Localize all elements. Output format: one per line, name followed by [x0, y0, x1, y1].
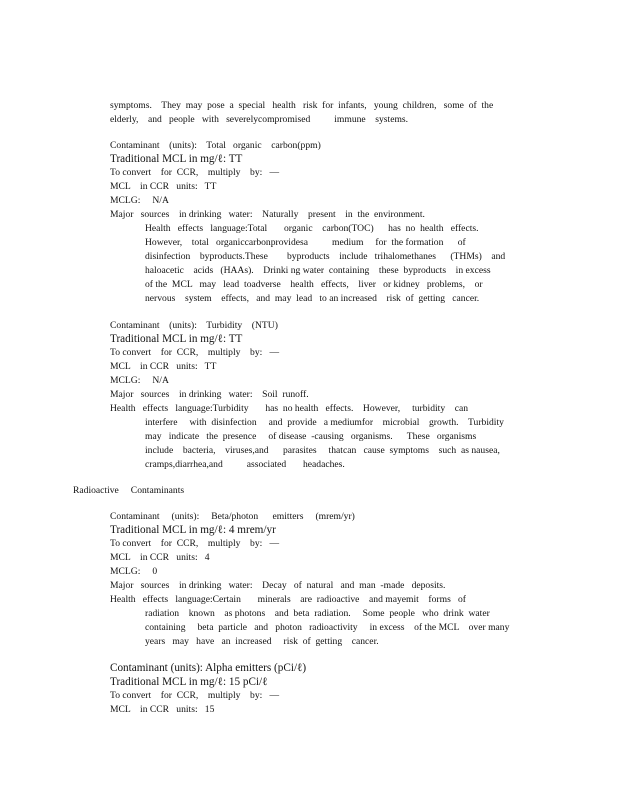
alpha-traditional-mcl: Traditional MCL in mg/ℓ: 15 pCi/ℓ: [110, 676, 268, 688]
beta-traditional-mcl: Traditional MCL in mg/ℓ: 4 mrem/yr: [110, 524, 276, 536]
toc-traditional-mcl: Traditional MCL in mg/ℓ: TT: [110, 153, 243, 165]
alpha-mcl-ccr: MCL in CCR units: 15: [110, 704, 215, 715]
intro-line-2: elderly, and people with severelycompromised immune systems.: [110, 114, 409, 125]
beta-health-line: radiation known as photons and beta radiation. Some people who drink water: [145, 608, 490, 619]
turbidity-health-line: may indicate the presence of disease -causing organisms. These organisms: [145, 431, 477, 442]
turbidity-mclg: MCLG: N/A: [110, 375, 169, 386]
toc-health-line: haloacetic acids (HAAs). Drinki ng water containing these byproducts in excess: [145, 265, 491, 276]
toc-health-line: Health effects language:Total organic carbon(TOC) has no health effects.: [145, 223, 479, 234]
toc-health-line: nervous system effects, and may lead to an increased risk of getting cancer.: [145, 293, 480, 304]
beta-contaminant: Contaminant (units): Beta/photon emitters (mrem/yr): [110, 511, 355, 522]
alpha-convert: To convert for CCR, multiply by: —: [110, 690, 280, 701]
turbidity-sources: Major sources in drinking water: Soil runoff.: [110, 389, 309, 400]
toc-sources: Major sources in drinking water: Naturally present in the environment.: [110, 209, 425, 220]
beta-health-first: Health effects language:Certain minerals are radioactive and mayemit forms of: [110, 594, 466, 605]
turbidity-health-first: Health effects language:Turbidity has no health effects. However, turbidity can: [110, 403, 469, 414]
toc-health-line: disinfection byproducts.These byproducts include trihalomethanes (THMs) and: [145, 251, 506, 262]
beta-convert: To convert for CCR, multiply by: —: [110, 538, 280, 549]
toc-health-line: of the MCL may lead toadverse health effects, liver or kidney problems, or: [145, 279, 483, 290]
turbidity-traditional-mcl: Traditional MCL in mg/ℓ: TT: [110, 333, 243, 345]
toc-mcl-ccr: MCL in CCR units: TT: [110, 181, 217, 192]
turbidity-convert: To convert for CCR, multiply by: —: [110, 347, 280, 358]
turbidity-health-line: cramps,diarrhea,and associated headaches.: [145, 459, 345, 470]
beta-health-line: years may have an increased risk of getting cancer.: [145, 636, 379, 647]
alpha-contaminant: Contaminant (units): Alpha emitters (pCi/ℓ): [110, 662, 307, 674]
turbidity-health-line: interfere with disinfection and provide a mediumfor microbial growth. Turbidity: [145, 417, 504, 428]
turbidity-contaminant: Contaminant (units): Turbidity (NTU): [110, 320, 278, 331]
toc-health-line: However, total organiccarbonprovidesa medium for the formation of: [145, 237, 466, 248]
toc-mclg: MCLG: N/A: [110, 195, 169, 206]
turbidity-health-line: include bacteria, viruses,and parasites thatcan cause symptoms such as nausea,: [145, 445, 500, 456]
beta-mcl-ccr: MCL in CCR units: 4: [110, 552, 210, 563]
beta-health-line: containing beta particle and photon radioactivity in excess of the MCL over many: [145, 622, 510, 633]
toc-convert: To convert for CCR, multiply by: —: [110, 167, 280, 178]
section-heading-radioactive: Radioactive Contaminants: [73, 485, 185, 496]
beta-sources: Major sources in drinking water: Decay of natural and man -made deposits.: [110, 580, 446, 591]
beta-mclg: MCLG: 0: [110, 566, 158, 577]
intro-line-1: symptoms. They may pose a special health risk for infants, young children, some of the: [110, 100, 494, 111]
turbidity-mcl-ccr: MCL in CCR units: TT: [110, 361, 217, 372]
toc-contaminant: Contaminant (units): Total organic carbon(ppm): [110, 140, 321, 151]
